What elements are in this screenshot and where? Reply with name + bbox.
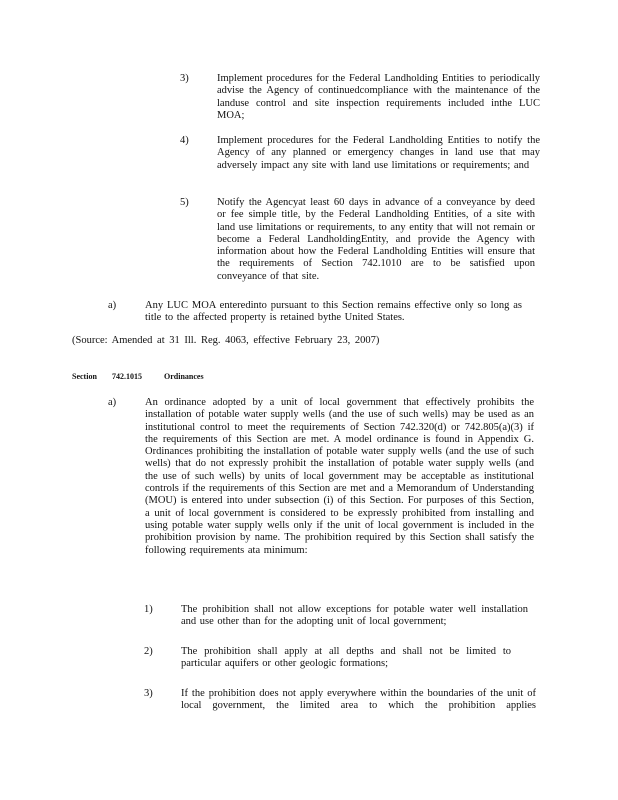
clause-number: a) — [108, 300, 117, 311]
item-number: 5) — [180, 197, 189, 208]
item-number: 3) — [144, 688, 153, 699]
source-note: (Source: Amended at 31 Ill. Reg. 4063, effective February 23, 2007) — [72, 335, 380, 346]
item-text: If the prohibition does not apply everywhere within the boundaries of the unit of local government, the limited area to which the prohibition applies — [181, 688, 536, 712]
item-text: The prohibition shall apply at all depths and shall not be limited to particular aquifers or other geologic formations; — [181, 646, 511, 670]
item-number: 4) — [180, 135, 189, 146]
item-text: Implement procedures for the Federal Landholding Entities to notify the Agency of any planned or emergency changes in land use that may adversely impact any site with land use limitations or requirements; and — [217, 135, 540, 171]
clause-text: Any LUC MOA enteredinto pursuant to this Section remains effective only so long as title to the affected property is retained bythe United States. — [145, 300, 522, 324]
section-label: Section — [72, 372, 97, 381]
item-text: Implement procedures for the Federal Landholding Entities to periodically advise the Agency of continuedcompliance with the maintenance of the landuse control and site inspection requirements included inthe LUC MOA; — [217, 73, 540, 121]
section-number: 742.1015 — [112, 372, 142, 381]
item-number: 3) — [180, 73, 189, 84]
clause-text: An ordinance adopted by a unit of local government that effectively prohibits the installation of potable water supply wells (and the use of such wells) may be used as an institutional control to meet the requirements of Section 742.320(d) or 742.805(a)(3) if the requirements of this Section are met. A model ordinance is found in Appendix G. Ordinances prohibiting the installation of potable water supply wells (and the use of such wells) that do not expressly prohibit the installation of potable water supply wells (and the use of such wells) by units of local government may be acceptable as institutional controls if the requirements of this Section are met and a Memorandum of Understanding (MOU) is entered into under subsection (i) of this Section. For purposes of this Section, a unit of local government is considered to be expressly prohibited from installing and using potable water supply wells only if the unit of local government is included in the prohibition provision by name. The prohibition required by this Section shall satisfy the following requirements ata minimum: — [145, 397, 534, 556]
item-text: Notify the Agencyat least 60 days in advance of a conveyance by deed or fee simple title, by the Federal Landholding Entities, of a site with land use limitations or requirements, to any entity that will not remain or become a Federal LandholdingEntity, and provide the Agency with information about how the Federal Landholding Entities will ensure that the requirements of Section 742.1010 are to be satisfied upon conveyance of that site. — [217, 197, 535, 282]
section-title: Ordinances — [164, 372, 204, 381]
item-number: 2) — [144, 646, 153, 657]
item-text: The prohibition shall not allow exceptions for potable water well installation and use other than for the adopting unit of local government; — [181, 604, 528, 628]
item-number: 1) — [144, 604, 153, 615]
clause-number: a) — [108, 397, 117, 408]
section-heading — [72, 371, 372, 383]
